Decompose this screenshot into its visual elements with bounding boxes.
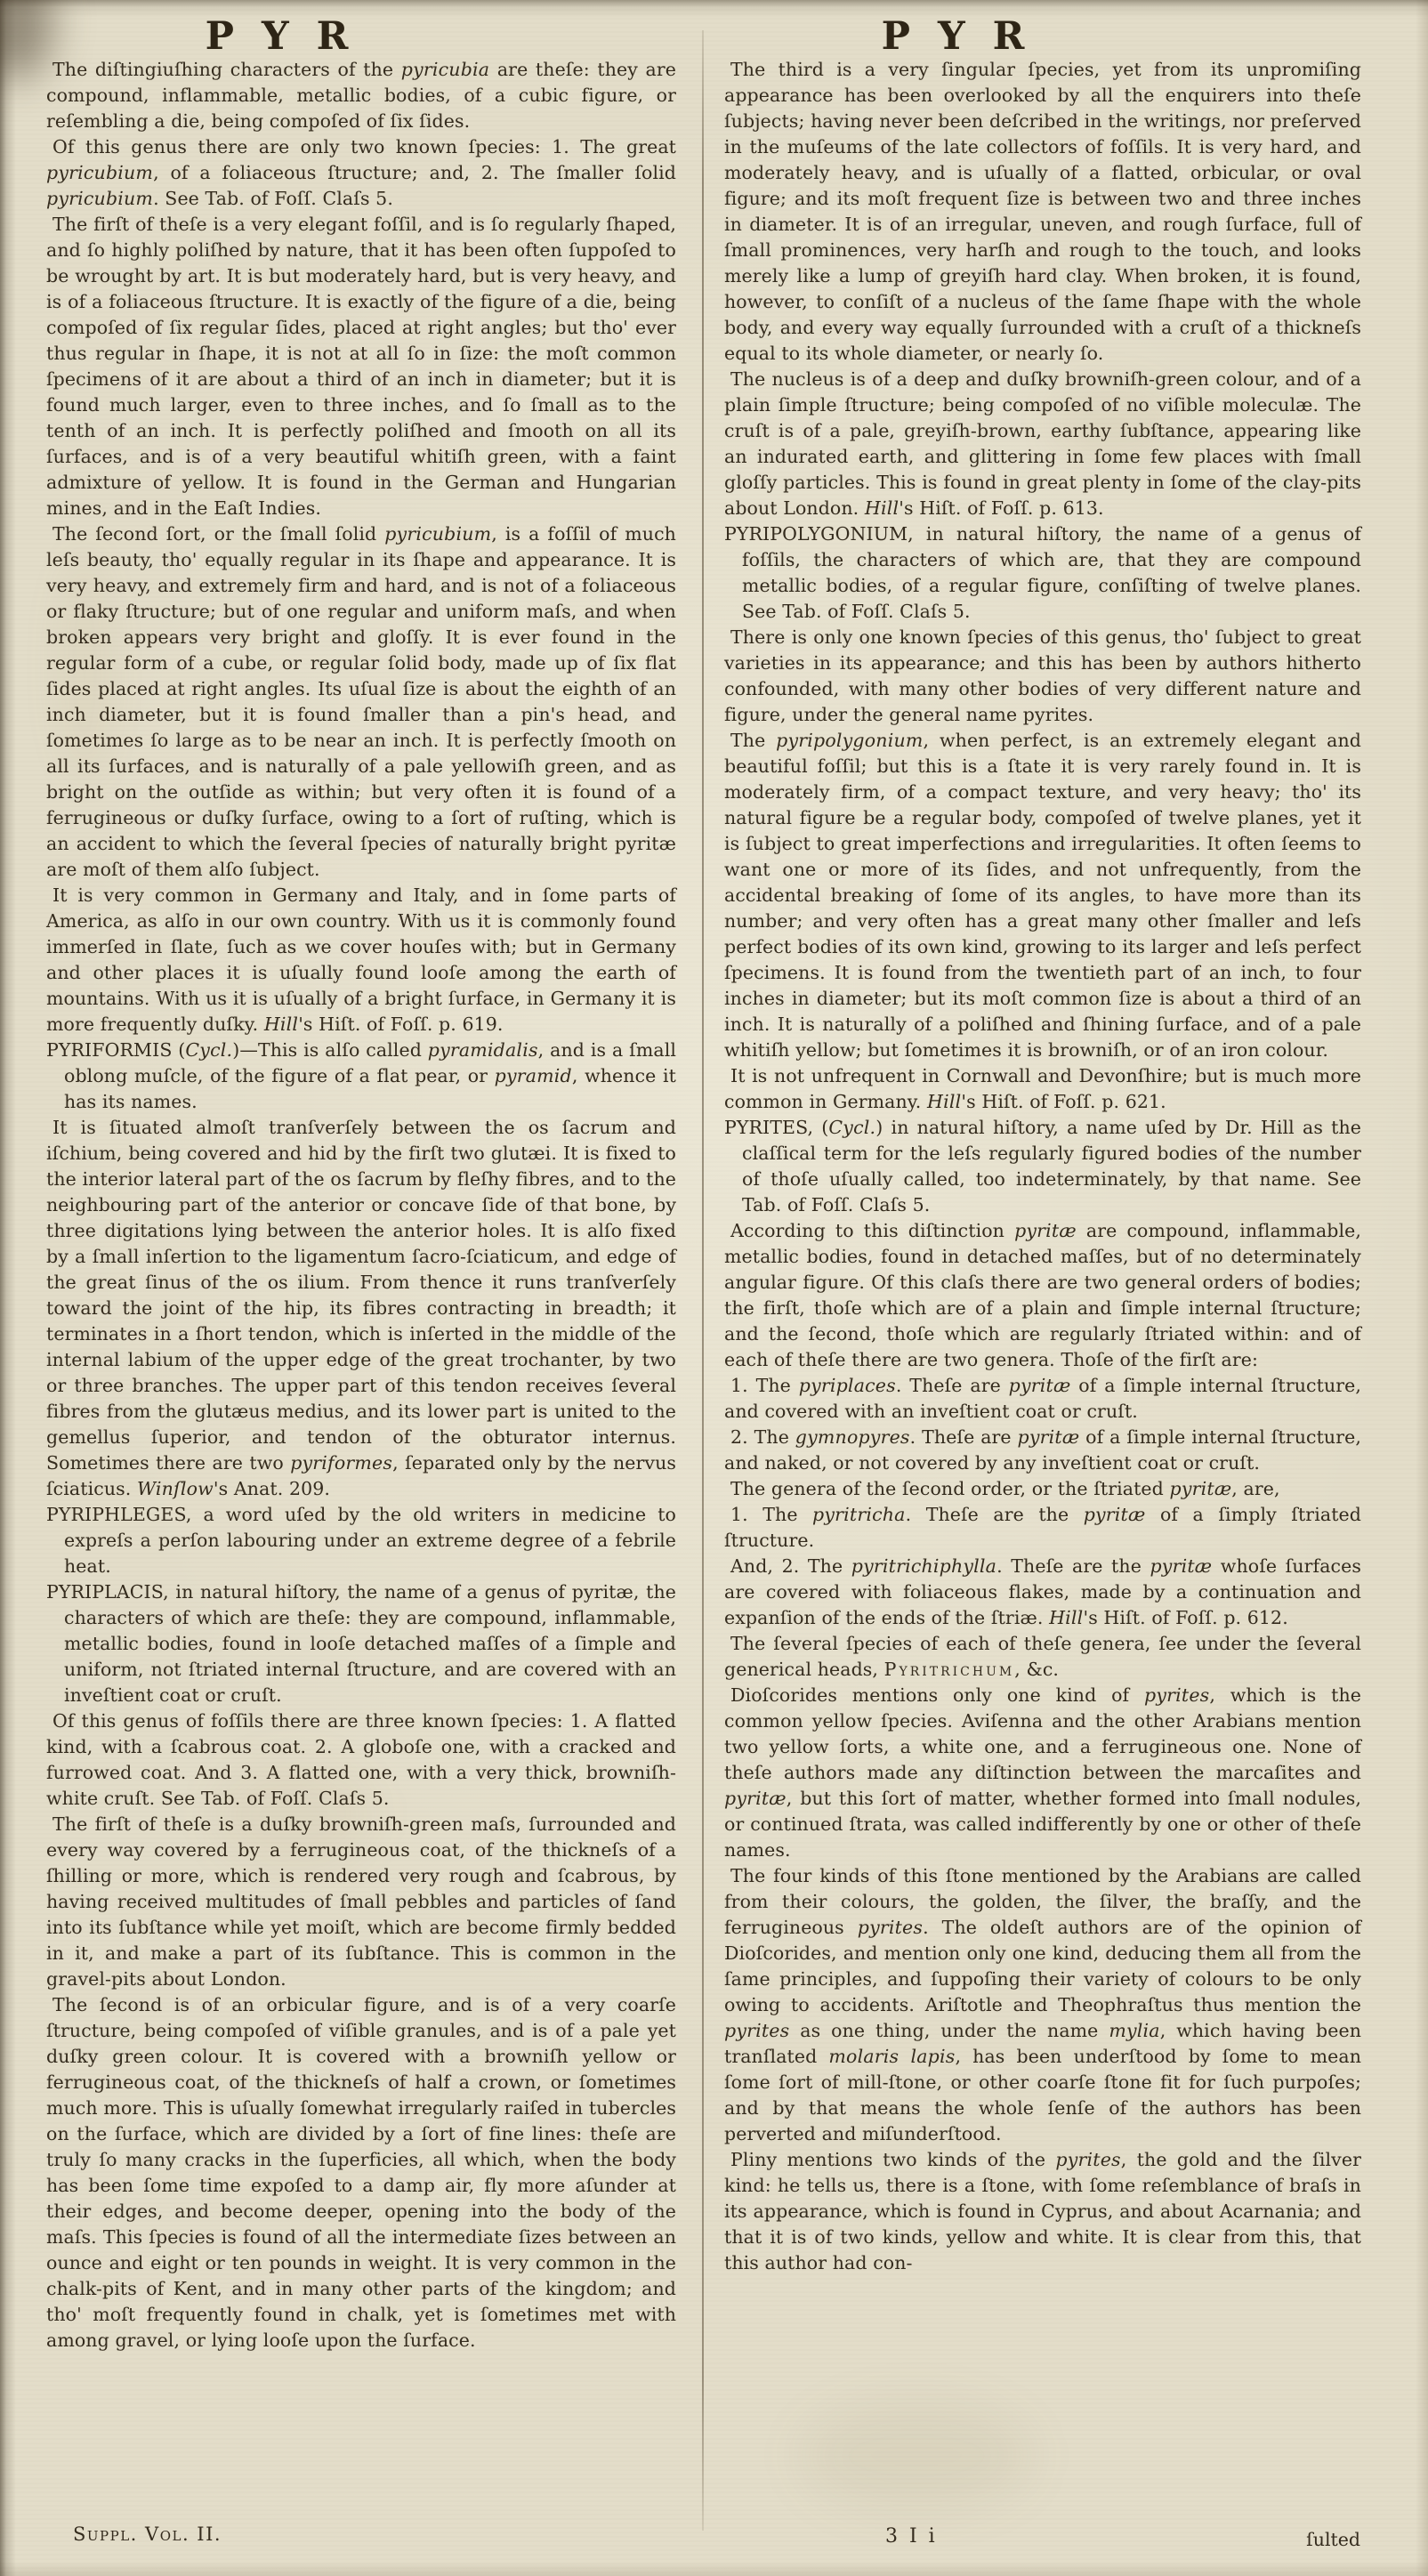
page-corner-stain xyxy=(0,0,53,80)
running-head-left: P Y R xyxy=(205,14,356,59)
entry-paragraph: PYRIPLACIS, in natural hiſtory, the name of a genus of pyritæ, the characters of which are theſe: they are compound, inflammable, metallic bodies, found in looſe detached maſſes of a ſimple and uniform, not ſtriated internal ſtructure, and are covered with an inveſtient coat or cruſt. xyxy=(46,1581,676,1706)
text-paragraph: The ſeveral ſpecies of each of theſe genera, ſee under the ſeveral generical heads, Pyritrichum, &c. xyxy=(724,1633,1361,1680)
paper-blotch xyxy=(801,2402,1032,2509)
text-paragraph: 2. The gymnopyres. Theſe are pyritæ of a ſimple internal ſtructure, and naked, or not covered by any inveſtient coat or cruſt. xyxy=(724,1426,1361,1474)
text-paragraph: The four kinds of this ſtone mentioned by the Arabians are called from their colours, the golden, the ſilver, the braſſy, and the ferrugineous pyrites. The oldeſt authors are of the opinion of Dioſcorides, and mention only one kind, deducing them all from the ſame principles, and ſuppoſing their variety of colours to be only owing to accidents. Ariſtotle and Theophraſtus thus mention the pyrites as one thing, under the name mylia, which having been tranſlated molaris lapis, has been underſtood by ſome to mean ſome ſort of mill-ſtone, or other coarſe ſtone fit for ſuch purpoſes; and by that means the whole ſenſe of the authors has been perverted and miſunderſtood. xyxy=(724,1865,1362,2144)
small-caps-term: Pyritrichum xyxy=(883,1659,1015,1680)
text-paragraph: The nucleus is of a deep and duſky browniſh-green colour, and of a plain ſimple ſtructure; being compoſed of no viſible moleculæ. The cruſt is of a pale, greyiſh-brown, earthy ſubſtance, appearing like an indurated earth, and glittering in ſome few places with ſmall gloſſy particles. This is found in great plenty in ſome of the clay-pits about London. Hill's Hiſt. of Foſſ. p. 613. xyxy=(724,368,1361,519)
text-paragraph: 1. The pyritricha. Theſe are the pyritæ of a ſimply ſtriated ſtructure. xyxy=(724,1504,1361,1551)
catchword: ſulted xyxy=(1306,2529,1360,2550)
left-text-column xyxy=(46,57,676,2354)
text-paragraph: It is ſituated almoſt tranſverſely between the os ſacrum and iſchium, being covered and hid by the firſt two glutæi. It is fixed to the interior lateral part of the os ſacrum by fleſhy fibres, and to the neighbouring part of the anterior or concave ſide of that bone, by three digitations lying between the anterior holes. It is alſo fixed by a ſmall inſertion to the ligamentum ſacro-ſciaticum, and edge of the great ſinus of the os ilium. From thence it runs tranſverſely toward the joint of the hip, its fibres contracting in breadth; it terminates in a ſhort tendon, which is inſerted in the middle of the internal labium of the upper edge of the great trochanter, by two or three branches. The upper part of this tendon receives ſeveral fibres from the glutæus medius, and its lower part is united to the gemellus ſuperior, and tendon of the obturator internus. Sometimes there are two pyriformes, ſeparated only by the nervus ſciaticus. Winſlow's Anat. 209. xyxy=(46,1117,677,1499)
column-divider-rule xyxy=(702,30,704,2531)
text-paragraph: Of this genus of foſſils there are three known ſpecies: 1. A flatted kind, with a ſcabrous coat. 2. A globoſe one, with a cracked and furrowed coat. And 3. A flatted one, with a very thick, browniſh-white cruſt. See Tab. of Foſſ. Claſs 5. xyxy=(46,1710,676,1809)
entry-paragraph: PYRIFORMIS (Cycl.)—This is alſo called pyramidalis, and is a ſmall oblong muſcle, of the figure of a flat pear, or pyramid, whence it has its names. xyxy=(46,1039,677,1112)
text-paragraph: The firſt of theſe is a duſky browniſh-green maſs, ſurrounded and every way covered by a ferrugineous coat, of the thickneſs of a ſhilling or more, which is rendered very rough and ſcabrous, by having received multitudes of ſmall pebbles and particles of ſand into its ſubſtance while yet moiſt, which are become firmly bedded in it, and make a part of its ſubſtance. This is common in the gravel-pits about London. xyxy=(46,1813,676,1990)
right-text-column xyxy=(724,57,1361,2276)
text-paragraph: The third is a very ſingular ſpecies, yet from its unpromiſing appearance has been overlooked by all the enquirers into theſe ſubjects; having never been deſcribed in the writings, nor preſerved in the muſeums of the late collectors of foſſils. It is very hard, and moderately heavy, and is uſually of a flatted, orbicular, or oval figure; and its moſt frequent ſize is between two and three inches in diameter. It is of an irregular, uneven, and rough ſurface, full of ſmall prominences, very harſh and rough to the touch, and looks merely like a lump of greyiſh hard clay. When broken, it is found, however, to conſiſt of a nucleus of the ſame ſhape with the whole body, and every way equally ſurrounded with a cruſt of a thickneſs equal to its whole diameter, or nearly ſo. xyxy=(724,59,1361,364)
text-paragraph: The genera of the ſecond order, or the ſtriated pyritæ, are, xyxy=(730,1478,1280,1499)
text-paragraph: The diſtingiuſhing characters of the pyricubia are theſe: they are compound, inflammable, metallic bodies, of a cubic figure, or reſembling a die, being compoſed of ſix ſides. xyxy=(46,59,676,132)
text-paragraph: Dioſcorides mentions only one kind of pyrites, which is the common yellow ſpecies. Aviſenna and the other Arabians mention two yellow ſorts, a white one, and a ferrugineous one. None of theſe authors made any diſtinction between the marcaſites and pyritæ, but this ſort of matter, whether formed into ſmall nodules, or continued ſtrata, was called indifferently by one or other of theſe names. xyxy=(724,1684,1361,1861)
text-paragraph: The ſecond is of an orbicular figure, and is of a very coarſe ſtructure, being compoſed of viſible granules, and is of a pale yet duſky green colour. It is covered with a browniſh yellow or ferrugineous coat, of the thickneſs of half a crown, or ſometimes much more. This is uſually ſomewhat irregularly raiſed in tubercles on the ſurface, which are divided by a ſort of fine lines: theſe are truly ſo many cracks in the ſuperficies, all which, when the body has been ſome time expoſed to a damp air, fly more aſunder at their edges, and become deeper, opening into the body of the maſs. This ſpecies is found of all the intermediate ſizes between an ounce and eight or ten pounds in weight. It is very common in the chalk-pits of Kent, and in many other parts of the kingdom; and tho' moſt frequently found in chalk, yet is ſometimes met with among gravel, or lying looſe upon the ſurface. xyxy=(46,1994,676,2351)
running-head-right: P Y R xyxy=(881,14,1032,59)
entry-paragraph: PYRIPOLYGONIUM, in natural hiſtory, the name of a genus of foſſils, the characters of which are, that they are compound metallic bodies, of a regular figure, conſiſting of twelve planes. See Tab. of Foſſ. Claſs 5. xyxy=(724,523,1361,622)
text-paragraph: The ſecond ſort, or the ſmall ſolid pyricubium, is a foſſil of much leſs beauty, tho' equally regular in its ſhape and appearance. It is very heavy, and extremely firm and hard, and is not of a foliaceous or flaky ſtructure; but of one regular and uniform maſs, and when broken appears very bright and gloſſy. It is ever found in the regular form of a cube, or regular ſolid body, made up of ſix flat ſides placed at right angles. Its uſual ſize is about the eighth of an inch diameter, but it is found ſmaller than a pin's head, and ſometimes ſo large as to be near an inch. It is perfectly ſmooth on all its ſurfaces, and is naturally of a pale yellowiſh green, and as bright on the outſide as within; but very often it is found of a ferrugineous or duſky ſurface, owing to a ſort of ruſting, which is an accident to which the ſeveral ſpecies of naturally bright pyritæ are moſt of them alſo ſubject. xyxy=(46,523,676,880)
text-paragraph: Of this genus there are only two known ſpecies: 1. The great pyricubium, of a foliaceous ſtructure; and, 2. The ſmaller ſolid pyricubium. See Tab. of Foſſ. Claſs 5. xyxy=(46,136,676,209)
entry-paragraph: PYRIPHLEGES, a word uſed by the old writers in medicine to expreſs a perſon labouring under an extreme degree of a febrile heat. xyxy=(46,1504,676,1577)
printers-signature-mark: 3 I i xyxy=(885,2525,938,2548)
text-paragraph: It is very common in Germany and Italy, and in ſome parts of America, as alſo in our own country. With us it is commonly found immerſed in ſlate, ſuch as we cover houſes with; but in Germany and other places it is uſually found looſe among the earth of mountains. With us it is uſually of a bright ſurface, in Germany it is more frequently duſky. Hill's Hiſt. of Foſſ. p. 619. xyxy=(46,884,676,1035)
text-paragraph: It is not unfrequent in Cornwall and Devonſhire; but is much more common in Germany. Hill's Hiſt. of Foſſ. p. 621. xyxy=(724,1065,1361,1112)
entry-paragraph: PYRITES, (Cycl.) in natural hiſtory, a name uſed by Dr. Hill as the claſſical term for the leſs regularly figured bodies of the number of thoſe uſually called, too indeterminately, by that name. See Tab. of Foſſ. Claſs 5. xyxy=(724,1117,1362,1215)
text-paragraph: There is only one known ſpecies of this genus, tho' ſubject to great varieties in its appearance; and this has been by authors hitherto confounded, with many other bodies of very different nature and figure, under the general name pyrites. xyxy=(724,626,1361,725)
text-paragraph: 1. The pyriplaces. Theſe are pyritæ of a ſimple internal ſtructure, and covered with an inveſtient coat or cruſt. xyxy=(724,1375,1361,1422)
text-paragraph: The pyripolygonium, when perfect, is an extremely elegant and beautiful foſſil; but this is a ſtate it is very rarely found in. It is moderately firm, of a compact texture, and very heavy; tho' its natural figure be a regular body, compoſed of twelve planes, yet it is ſubject to great imperfections and irregularities. It often ſeems to want one or more of its ſides, and not unfrequently, from the accidental breaking of ſome of its angles, to have more than its number; and very often has a great many other ſmaller and leſs perfect bodies of its own kind, growing to its larger and leſs perfect ſpecimens. It is found from the twentieth part of an inch, to four inches in diameter; but its moſt common ſize is about a third of an inch. It is naturally of a poliſhed and ſhining ſurface, and of a pale whitiſh yellow; but ſometimes it is browniſh, or of an iron colour. xyxy=(724,730,1361,1061)
text-paragraph: The firſt of theſe is a very elegant foſſil, and is ſo regularly ſhaped, and ſo highly poliſhed by nature, that it has been often ſuppoſed to be wrought by art. It is but moderately hard, but is very heavy, and is of a foliaceous ſtructure. It is exactly of the figure of a die, being compoſed of ſix regular ſides, placed at right angles; but tho' ever thus regular in ſhape, it is not at all ſo in ſize: the moſt common ſpecimens of it are about a third of an inch in diameter; but it is found much larger, even to three inches, and ſo ſmall as to the tenth of an inch. It is perfectly poliſhed and ſmooth on all its ſurfaces, and is of a very beautiful whitiſh green, with a faint admixture of yellow. It is found in the German and Hungarian mines, and in the Eaſt Indies. xyxy=(46,214,676,519)
text-paragraph: According to this diſtinction pyritæ are compound, inflammable, metallic bodies, found in detached maſſes, but of no determinately angular figure. Of this claſs there are two general orders of bodies; the firſt, thoſe which are of a plain and ſimple internal ſtructure; and the ſecond, thoſe which are regularly ſtriated within: and of each of theſe there are two genera. Thoſe of the firſt are: xyxy=(724,1220,1361,1370)
footer-volume-label: Suppl. Vol. II. xyxy=(73,2524,222,2545)
text-paragraph: Pliny mentions two kinds of the pyrites, the gold and the ſilver kind: he tells us, there is a ſtone, with ſome reſemblance of braſs in its appearance, which is found in Cyprus, and about Acarnania; and that it is of two kinds, yellow and white. It is clear from this, that this author had con- xyxy=(724,2149,1361,2273)
text-paragraph: And, 2. The pyritrichiphylla. Theſe are the pyritæ whoſe ſurfaces are covered with foliaceous flakes, made by a continuation and expanſion of the ends of the ſtriæ. Hill's Hiſt. of Foſſ. p. 612. xyxy=(724,1555,1361,1628)
